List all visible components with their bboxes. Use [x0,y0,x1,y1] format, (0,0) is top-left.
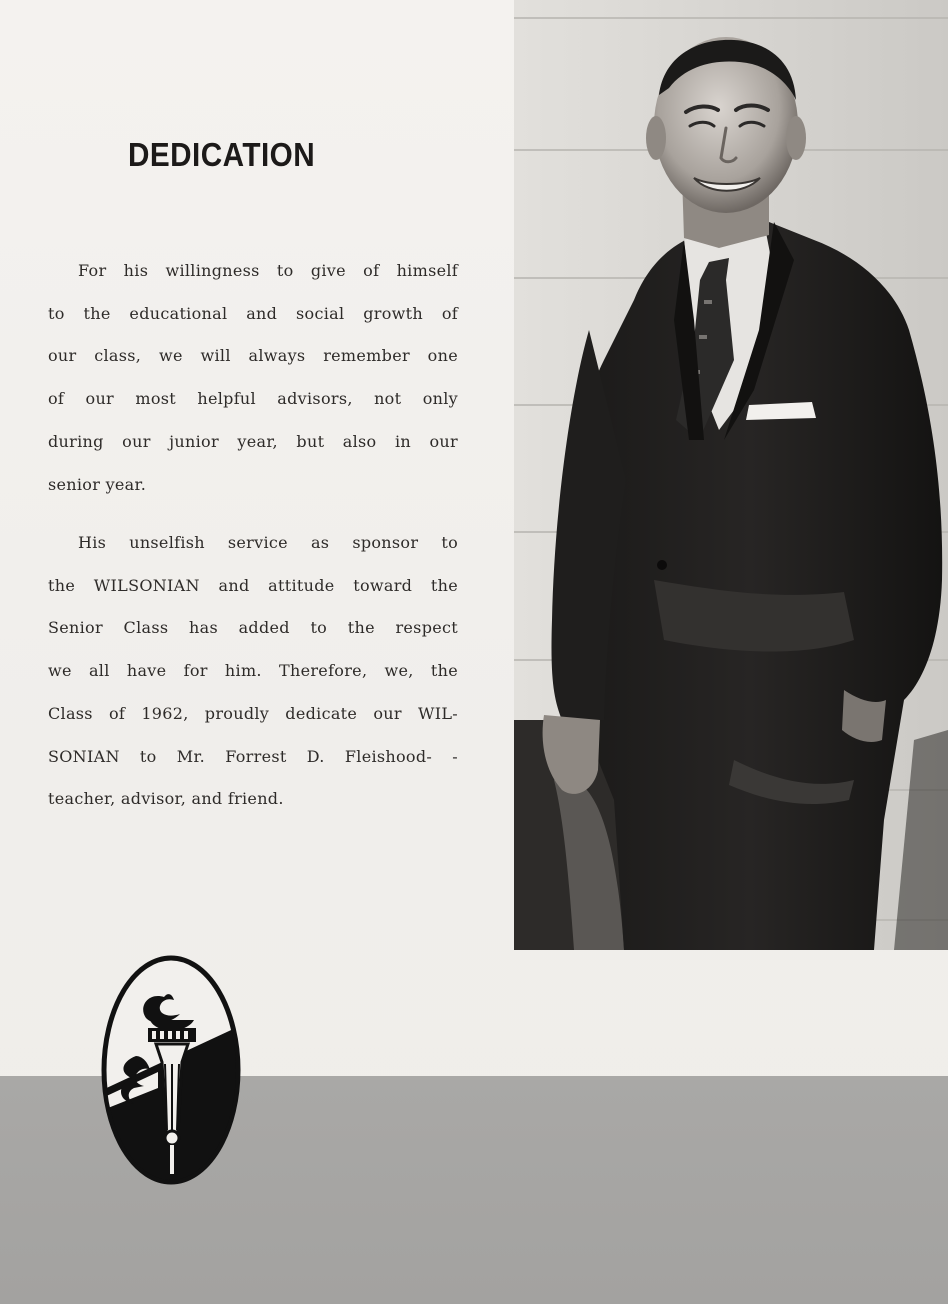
text-line: Class of 1962, proudly dedicate our WIL- [48,703,458,723]
text-line: senior year. [48,474,147,494]
text-line: His unselfish service as sponsor to [78,533,458,552]
text-line: of our most helpful advisors, not only [48,389,458,409]
text-line: we all have for him. Therefore, we, the [48,661,458,681]
text-line: Senior Class has added to the respect [48,618,458,638]
dedication-paragraph-1 [48,250,458,506]
text-line: our class, we will always remember one [48,346,458,366]
dedication-paragraph-2 [48,522,458,821]
page-title: DEDICATION [128,136,316,173]
text-line: the WILSONIAN and attitude toward the [48,575,458,595]
text-line: to the educational and social growth of [48,303,458,323]
portrait-photo [514,0,948,950]
text-line: For his willingness to give of himself [78,261,458,280]
text-line: SONIAN to Mr. Forrest D. Fleishood- - [48,746,458,766]
torch-emblem-icon [98,952,244,1188]
text-line: during our junior year, but also in our [48,431,458,451]
text-line: teacher, advisor, and friend. [48,789,284,809]
